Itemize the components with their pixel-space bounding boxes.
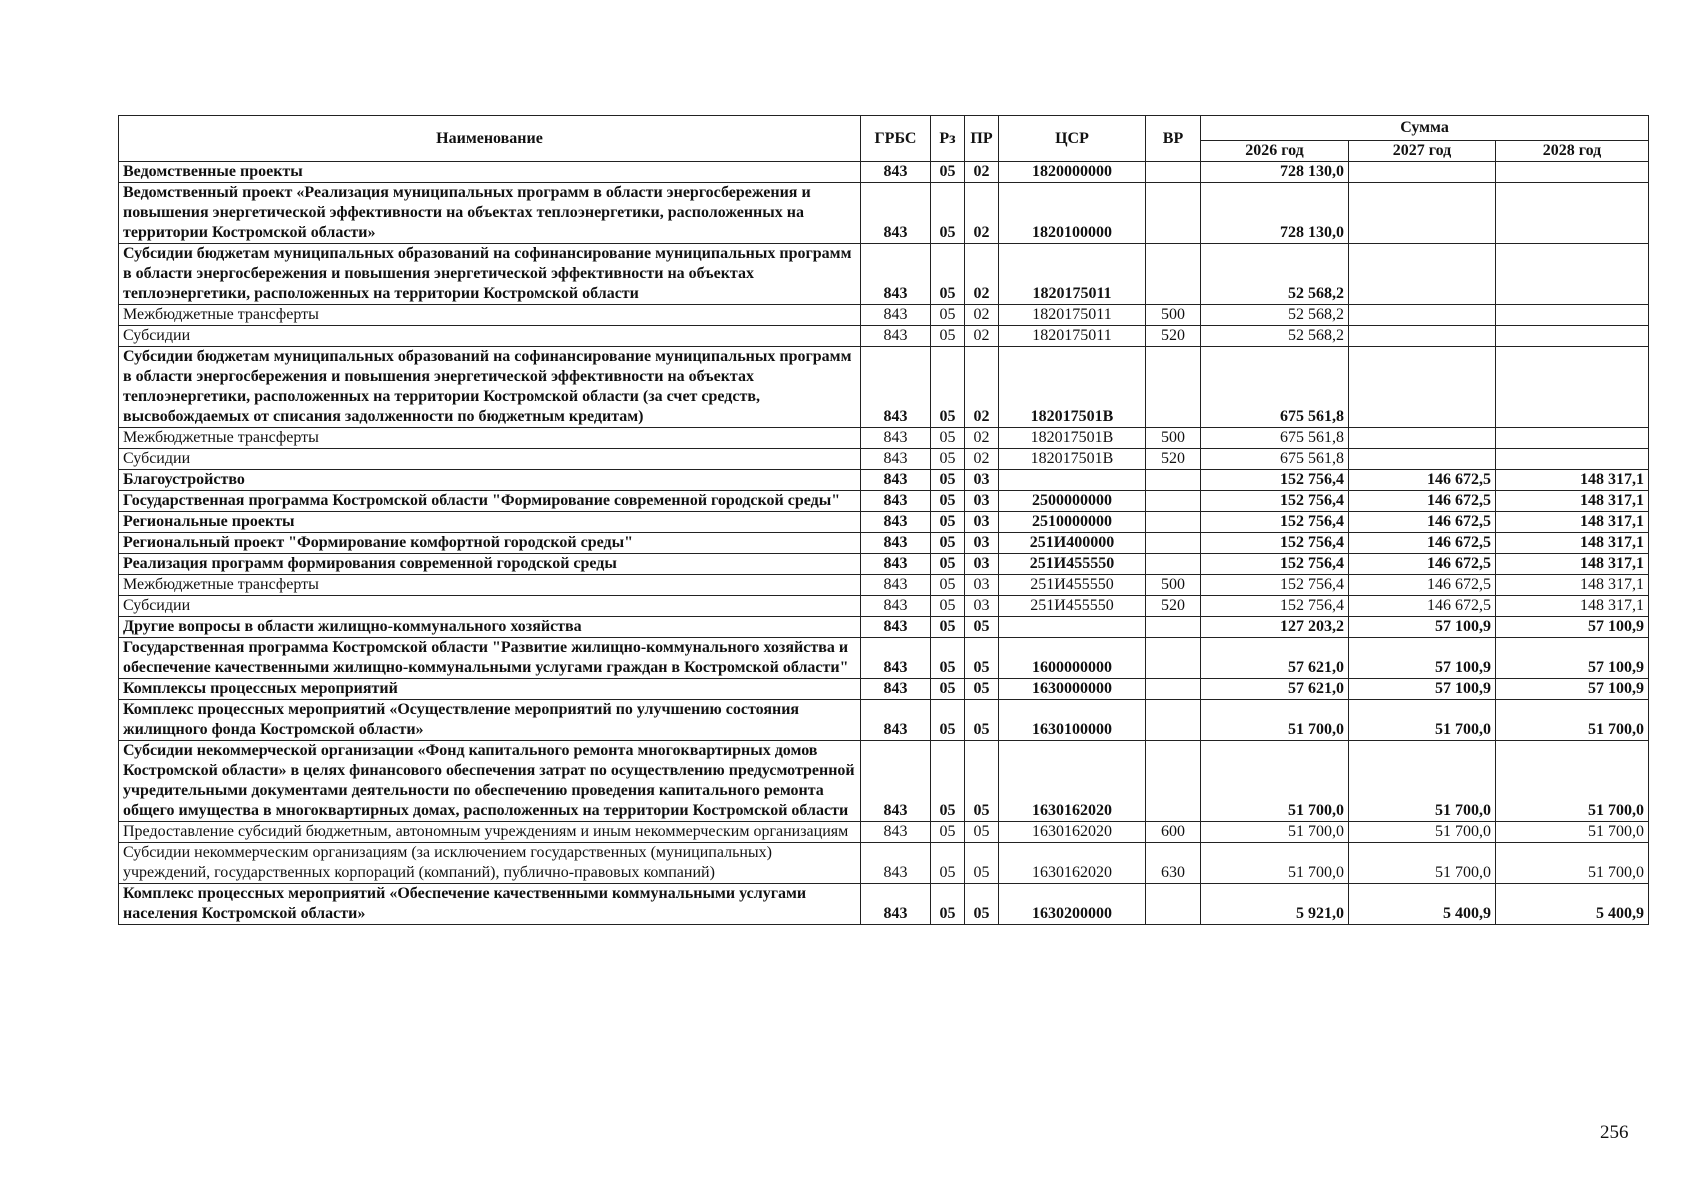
cell-sum-2027: 5 400,9 (1349, 884, 1496, 925)
table-row (119, 596, 1649, 617)
cell-sum-2026: 51 700,0 (1201, 822, 1349, 843)
cell-name: Субсидии некоммерческим организациям (за исключением государственных (муниципальных) учреждений, государственных корпораций (компаний), публично-правовых компаний) (119, 843, 861, 884)
cell-sum-2028: 57 100,9 (1496, 679, 1649, 700)
cell-rz: 05 (931, 491, 965, 512)
cell-rz: 05 (931, 428, 965, 449)
cell-sum-2027 (1349, 428, 1496, 449)
cell-vr (1146, 491, 1201, 512)
cell-sum-2026: 51 700,0 (1201, 741, 1349, 822)
cell-sum-2028 (1496, 244, 1649, 305)
cell-sum-2026: 152 756,4 (1201, 470, 1349, 491)
header-name: Наименование (119, 116, 861, 162)
cell-grbs: 843 (861, 533, 931, 554)
cell-csr: 1630200000 (999, 884, 1146, 925)
cell-vr (1146, 162, 1201, 183)
cell-vr: 500 (1146, 305, 1201, 326)
cell-sum-2028: 148 317,1 (1496, 575, 1649, 596)
cell-sum-2027: 146 672,5 (1349, 533, 1496, 554)
cell-pr: 05 (965, 617, 999, 638)
cell-rz: 05 (931, 575, 965, 596)
table-row (119, 183, 1649, 244)
cell-sum-2026: 57 621,0 (1201, 679, 1349, 700)
cell-sum-2028: 51 700,0 (1496, 822, 1649, 843)
header-sum: Сумма (1201, 116, 1649, 141)
cell-grbs: 843 (861, 491, 931, 512)
cell-sum-2026: 152 756,4 (1201, 533, 1349, 554)
cell-grbs: 843 (861, 428, 931, 449)
header-rz: Рз (931, 116, 965, 162)
table-row (119, 512, 1649, 533)
cell-sum-2026: 152 756,4 (1201, 575, 1349, 596)
cell-rz: 05 (931, 183, 965, 244)
cell-name: Межбюджетные трансферты (119, 575, 861, 596)
table-row (119, 449, 1649, 470)
cell-name: Предоставление субсидий бюджетным, автономным учреждениям и иным некоммерческим организациям (119, 822, 861, 843)
cell-pr: 05 (965, 700, 999, 741)
cell-grbs: 843 (861, 596, 931, 617)
cell-csr: 251И455550 (999, 554, 1146, 575)
cell-sum-2027 (1349, 326, 1496, 347)
table-row (119, 162, 1649, 183)
cell-sum-2027: 51 700,0 (1349, 741, 1496, 822)
cell-rz: 05 (931, 512, 965, 533)
cell-pr: 03 (965, 533, 999, 554)
cell-rz: 05 (931, 244, 965, 305)
cell-sum-2026: 152 756,4 (1201, 554, 1349, 575)
cell-sum-2026: 675 561,8 (1201, 428, 1349, 449)
page-number: 256 (1600, 1122, 1629, 1143)
cell-csr: 1630162020 (999, 822, 1146, 843)
cell-sum-2028 (1496, 183, 1649, 244)
cell-rz: 05 (931, 679, 965, 700)
cell-grbs: 843 (861, 884, 931, 925)
cell-grbs: 843 (861, 244, 931, 305)
cell-vr (1146, 244, 1201, 305)
cell-sum-2026: 675 561,8 (1201, 347, 1349, 428)
cell-name: Субсидии бюджетам муниципальных образований на софинансирование муниципальных программ в области энергосбережения и повышения энергетической эффективности на объектах теплоэнергетики, расположенных на территории Костромской области (за счет средств, высвобождаемых от списания задолженности по бюджетным кредитам) (119, 347, 861, 428)
budget-table (118, 115, 1649, 925)
cell-name: Комплекс процессных мероприятий «Обеспечение качественными коммунальными услугами населения Костромской области» (119, 884, 861, 925)
cell-grbs: 843 (861, 700, 931, 741)
cell-vr: 600 (1146, 822, 1201, 843)
cell-rz: 05 (931, 596, 965, 617)
cell-name: Другие вопросы в области жилищно-коммунального хозяйства (119, 617, 861, 638)
cell-vr: 520 (1146, 449, 1201, 470)
cell-pr: 03 (965, 512, 999, 533)
cell-rz: 05 (931, 617, 965, 638)
cell-sum-2028 (1496, 347, 1649, 428)
cell-sum-2028: 51 700,0 (1496, 741, 1649, 822)
cell-sum-2026: 675 561,8 (1201, 449, 1349, 470)
table-row (119, 244, 1649, 305)
table-row (119, 638, 1649, 679)
cell-pr: 02 (965, 449, 999, 470)
cell-name: Государственная программа Костромской области "Формирование современной городской среды" (119, 491, 861, 512)
cell-sum-2028: 148 317,1 (1496, 554, 1649, 575)
header-year-2026: 2026 год (1201, 141, 1349, 162)
header-csr: ЦСР (999, 116, 1146, 162)
cell-pr: 03 (965, 575, 999, 596)
cell-csr: 1630162020 (999, 843, 1146, 884)
table-row (119, 741, 1649, 822)
cell-sum-2027: 57 100,9 (1349, 679, 1496, 700)
cell-sum-2026: 5 921,0 (1201, 884, 1349, 925)
cell-grbs: 843 (861, 183, 931, 244)
cell-grbs: 843 (861, 512, 931, 533)
cell-pr: 02 (965, 305, 999, 326)
cell-sum-2026: 52 568,2 (1201, 326, 1349, 347)
cell-vr (1146, 741, 1201, 822)
cell-vr (1146, 679, 1201, 700)
cell-vr (1146, 512, 1201, 533)
cell-sum-2026: 152 756,4 (1201, 512, 1349, 533)
cell-rz: 05 (931, 554, 965, 575)
cell-sum-2028: 57 100,9 (1496, 617, 1649, 638)
cell-name: Региональный проект "Формирование комфортной городской среды" (119, 533, 861, 554)
cell-csr: 182017501В (999, 347, 1146, 428)
cell-rz: 05 (931, 347, 965, 428)
cell-csr: 1600000000 (999, 638, 1146, 679)
cell-name: Субсидии (119, 449, 861, 470)
cell-sum-2026: 52 568,2 (1201, 305, 1349, 326)
cell-sum-2027 (1349, 183, 1496, 244)
cell-csr: 2510000000 (999, 512, 1146, 533)
cell-vr (1146, 554, 1201, 575)
cell-vr (1146, 533, 1201, 554)
cell-rz: 05 (931, 884, 965, 925)
table-row (119, 884, 1649, 925)
cell-sum-2026: 57 621,0 (1201, 638, 1349, 679)
cell-rz: 05 (931, 162, 965, 183)
cell-name: Благоустройство (119, 470, 861, 491)
table-row (119, 305, 1649, 326)
header-pr: ПР (965, 116, 999, 162)
table-row (119, 554, 1649, 575)
cell-grbs: 843 (861, 741, 931, 822)
cell-sum-2027: 51 700,0 (1349, 843, 1496, 884)
cell-vr: 500 (1146, 428, 1201, 449)
cell-csr (999, 617, 1146, 638)
cell-vr (1146, 638, 1201, 679)
cell-csr: 251И455550 (999, 596, 1146, 617)
cell-sum-2026: 728 130,0 (1201, 183, 1349, 244)
table-row (119, 491, 1649, 512)
cell-vr: 630 (1146, 843, 1201, 884)
cell-sum-2027: 51 700,0 (1349, 822, 1496, 843)
cell-csr: 1820175011 (999, 305, 1146, 326)
table-body (119, 162, 1649, 925)
cell-name: Межбюджетные трансферты (119, 428, 861, 449)
cell-grbs: 843 (861, 326, 931, 347)
cell-sum-2026: 51 700,0 (1201, 700, 1349, 741)
cell-csr: 182017501В (999, 449, 1146, 470)
cell-pr: 02 (965, 162, 999, 183)
cell-sum-2026: 152 756,4 (1201, 491, 1349, 512)
cell-sum-2027: 146 672,5 (1349, 512, 1496, 533)
cell-sum-2027: 51 700,0 (1349, 700, 1496, 741)
cell-sum-2027: 57 100,9 (1349, 638, 1496, 679)
cell-pr: 02 (965, 183, 999, 244)
cell-rz: 05 (931, 305, 965, 326)
cell-grbs: 843 (861, 617, 931, 638)
cell-sum-2028 (1496, 449, 1649, 470)
cell-grbs: 843 (861, 162, 931, 183)
cell-sum-2028 (1496, 428, 1649, 449)
cell-name: Межбюджетные трансферты (119, 305, 861, 326)
cell-pr: 03 (965, 470, 999, 491)
cell-pr: 02 (965, 428, 999, 449)
cell-name: Региональные проекты (119, 512, 861, 533)
cell-sum-2027: 146 672,5 (1349, 491, 1496, 512)
cell-rz: 05 (931, 449, 965, 470)
header-year-2028: 2028 год (1496, 141, 1649, 162)
table-row (119, 843, 1649, 884)
table-row (119, 700, 1649, 741)
cell-csr: 1820175011 (999, 326, 1146, 347)
cell-vr (1146, 347, 1201, 428)
cell-name: Субсидии (119, 326, 861, 347)
cell-name: Комплексы процессных мероприятий (119, 679, 861, 700)
cell-csr: 182017501В (999, 428, 1146, 449)
cell-grbs: 843 (861, 305, 931, 326)
cell-sum-2027 (1349, 162, 1496, 183)
cell-grbs: 843 (861, 822, 931, 843)
cell-sum-2026: 51 700,0 (1201, 843, 1349, 884)
cell-grbs: 843 (861, 449, 931, 470)
cell-csr: 2500000000 (999, 491, 1146, 512)
cell-sum-2027 (1349, 244, 1496, 305)
header-grbs: ГРБС (861, 116, 931, 162)
cell-csr: 251И400000 (999, 533, 1146, 554)
cell-grbs: 843 (861, 575, 931, 596)
cell-sum-2028: 148 317,1 (1496, 596, 1649, 617)
cell-vr (1146, 183, 1201, 244)
cell-sum-2028: 5 400,9 (1496, 884, 1649, 925)
cell-sum-2027: 57 100,9 (1349, 617, 1496, 638)
cell-vr: 520 (1146, 326, 1201, 347)
cell-csr: 1630100000 (999, 700, 1146, 741)
cell-csr: 1820100000 (999, 183, 1146, 244)
cell-sum-2027 (1349, 347, 1496, 428)
table-row (119, 575, 1649, 596)
cell-pr: 05 (965, 679, 999, 700)
cell-rz: 05 (931, 843, 965, 884)
cell-rz: 05 (931, 741, 965, 822)
cell-pr: 03 (965, 554, 999, 575)
header-vr: ВР (1146, 116, 1201, 162)
cell-pr: 03 (965, 491, 999, 512)
cell-rz: 05 (931, 326, 965, 347)
cell-sum-2028: 148 317,1 (1496, 491, 1649, 512)
cell-sum-2027: 146 672,5 (1349, 554, 1496, 575)
cell-pr: 05 (965, 822, 999, 843)
cell-sum-2028 (1496, 326, 1649, 347)
cell-sum-2028 (1496, 162, 1649, 183)
cell-name: Комплекс процессных мероприятий «Осуществление мероприятий по улучшению состояния жилищного фонда Костромской области» (119, 700, 861, 741)
cell-sum-2028 (1496, 305, 1649, 326)
cell-sum-2026: 728 130,0 (1201, 162, 1349, 183)
cell-name: Ведомственные проекты (119, 162, 861, 183)
cell-sum-2026: 152 756,4 (1201, 596, 1349, 617)
cell-grbs: 843 (861, 470, 931, 491)
cell-grbs: 843 (861, 679, 931, 700)
table-row (119, 326, 1649, 347)
cell-pr: 02 (965, 347, 999, 428)
cell-sum-2027: 146 672,5 (1349, 596, 1496, 617)
cell-csr (999, 470, 1146, 491)
cell-vr: 500 (1146, 575, 1201, 596)
cell-csr: 1630162020 (999, 741, 1146, 822)
table-row (119, 533, 1649, 554)
cell-grbs: 843 (861, 347, 931, 428)
cell-name: Государственная программа Костромской области "Развитие жилищно-коммунального хозяйства и обеспечение качественными жилищно-коммунальными услугами граждан в Костромской области" (119, 638, 861, 679)
cell-name: Субсидии некоммерческой организации «Фонд капитального ремонта многоквартирных домов Костромской области» в целях финансового обеспечения затрат по осуществлению предусмотренной учредительными документами деятельности по обеспечению проведения капитального ремонта общего имущества в многоквартирных домах, расположенных на территории Костромской области (119, 741, 861, 822)
cell-sum-2027 (1349, 449, 1496, 470)
table-header-row (119, 116, 1649, 141)
cell-pr: 02 (965, 244, 999, 305)
table-row (119, 679, 1649, 700)
cell-vr (1146, 884, 1201, 925)
header-year-2027: 2027 год (1349, 141, 1496, 162)
table-row (119, 822, 1649, 843)
cell-sum-2026: 52 568,2 (1201, 244, 1349, 305)
cell-sum-2028: 148 317,1 (1496, 533, 1649, 554)
cell-name: Субсидии (119, 596, 861, 617)
cell-name: Ведомственный проект «Реализация муниципальных программ в области энергосбережения и повышения энергетической эффективности на объектах теплоэнергетики, расположенных на территории Костромской области» (119, 183, 861, 244)
cell-sum-2027: 146 672,5 (1349, 575, 1496, 596)
cell-pr: 02 (965, 326, 999, 347)
cell-name: Реализация программ формирования современной городской среды (119, 554, 861, 575)
cell-rz: 05 (931, 700, 965, 741)
table-row (119, 470, 1649, 491)
cell-sum-2027 (1349, 305, 1496, 326)
cell-sum-2028: 148 317,1 (1496, 470, 1649, 491)
cell-vr (1146, 470, 1201, 491)
cell-rz: 05 (931, 470, 965, 491)
cell-csr: 251И455550 (999, 575, 1146, 596)
cell-grbs: 843 (861, 843, 931, 884)
cell-pr: 05 (965, 638, 999, 679)
table-row (119, 617, 1649, 638)
cell-pr: 05 (965, 884, 999, 925)
table-row (119, 428, 1649, 449)
cell-rz: 05 (931, 638, 965, 679)
cell-vr: 520 (1146, 596, 1201, 617)
cell-grbs: 843 (861, 554, 931, 575)
cell-pr: 03 (965, 596, 999, 617)
cell-grbs: 843 (861, 638, 931, 679)
cell-pr: 05 (965, 741, 999, 822)
cell-vr (1146, 700, 1201, 741)
cell-rz: 05 (931, 533, 965, 554)
cell-vr (1146, 617, 1201, 638)
cell-rz: 05 (931, 822, 965, 843)
cell-csr: 1820175011 (999, 244, 1146, 305)
cell-sum-2028: 148 317,1 (1496, 512, 1649, 533)
cell-csr: 1820000000 (999, 162, 1146, 183)
cell-sum-2028: 51 700,0 (1496, 700, 1649, 741)
cell-sum-2026: 127 203,2 (1201, 617, 1349, 638)
cell-pr: 05 (965, 843, 999, 884)
cell-sum-2028: 51 700,0 (1496, 843, 1649, 884)
cell-sum-2028: 57 100,9 (1496, 638, 1649, 679)
cell-csr: 1630000000 (999, 679, 1146, 700)
table-row (119, 347, 1649, 428)
cell-sum-2027: 146 672,5 (1349, 470, 1496, 491)
cell-name: Субсидии бюджетам муниципальных образований на софинансирование муниципальных программ в области энергосбережения и повышения энергетической эффективности на объектах теплоэнергетики, расположенных на территории Костромской области (119, 244, 861, 305)
